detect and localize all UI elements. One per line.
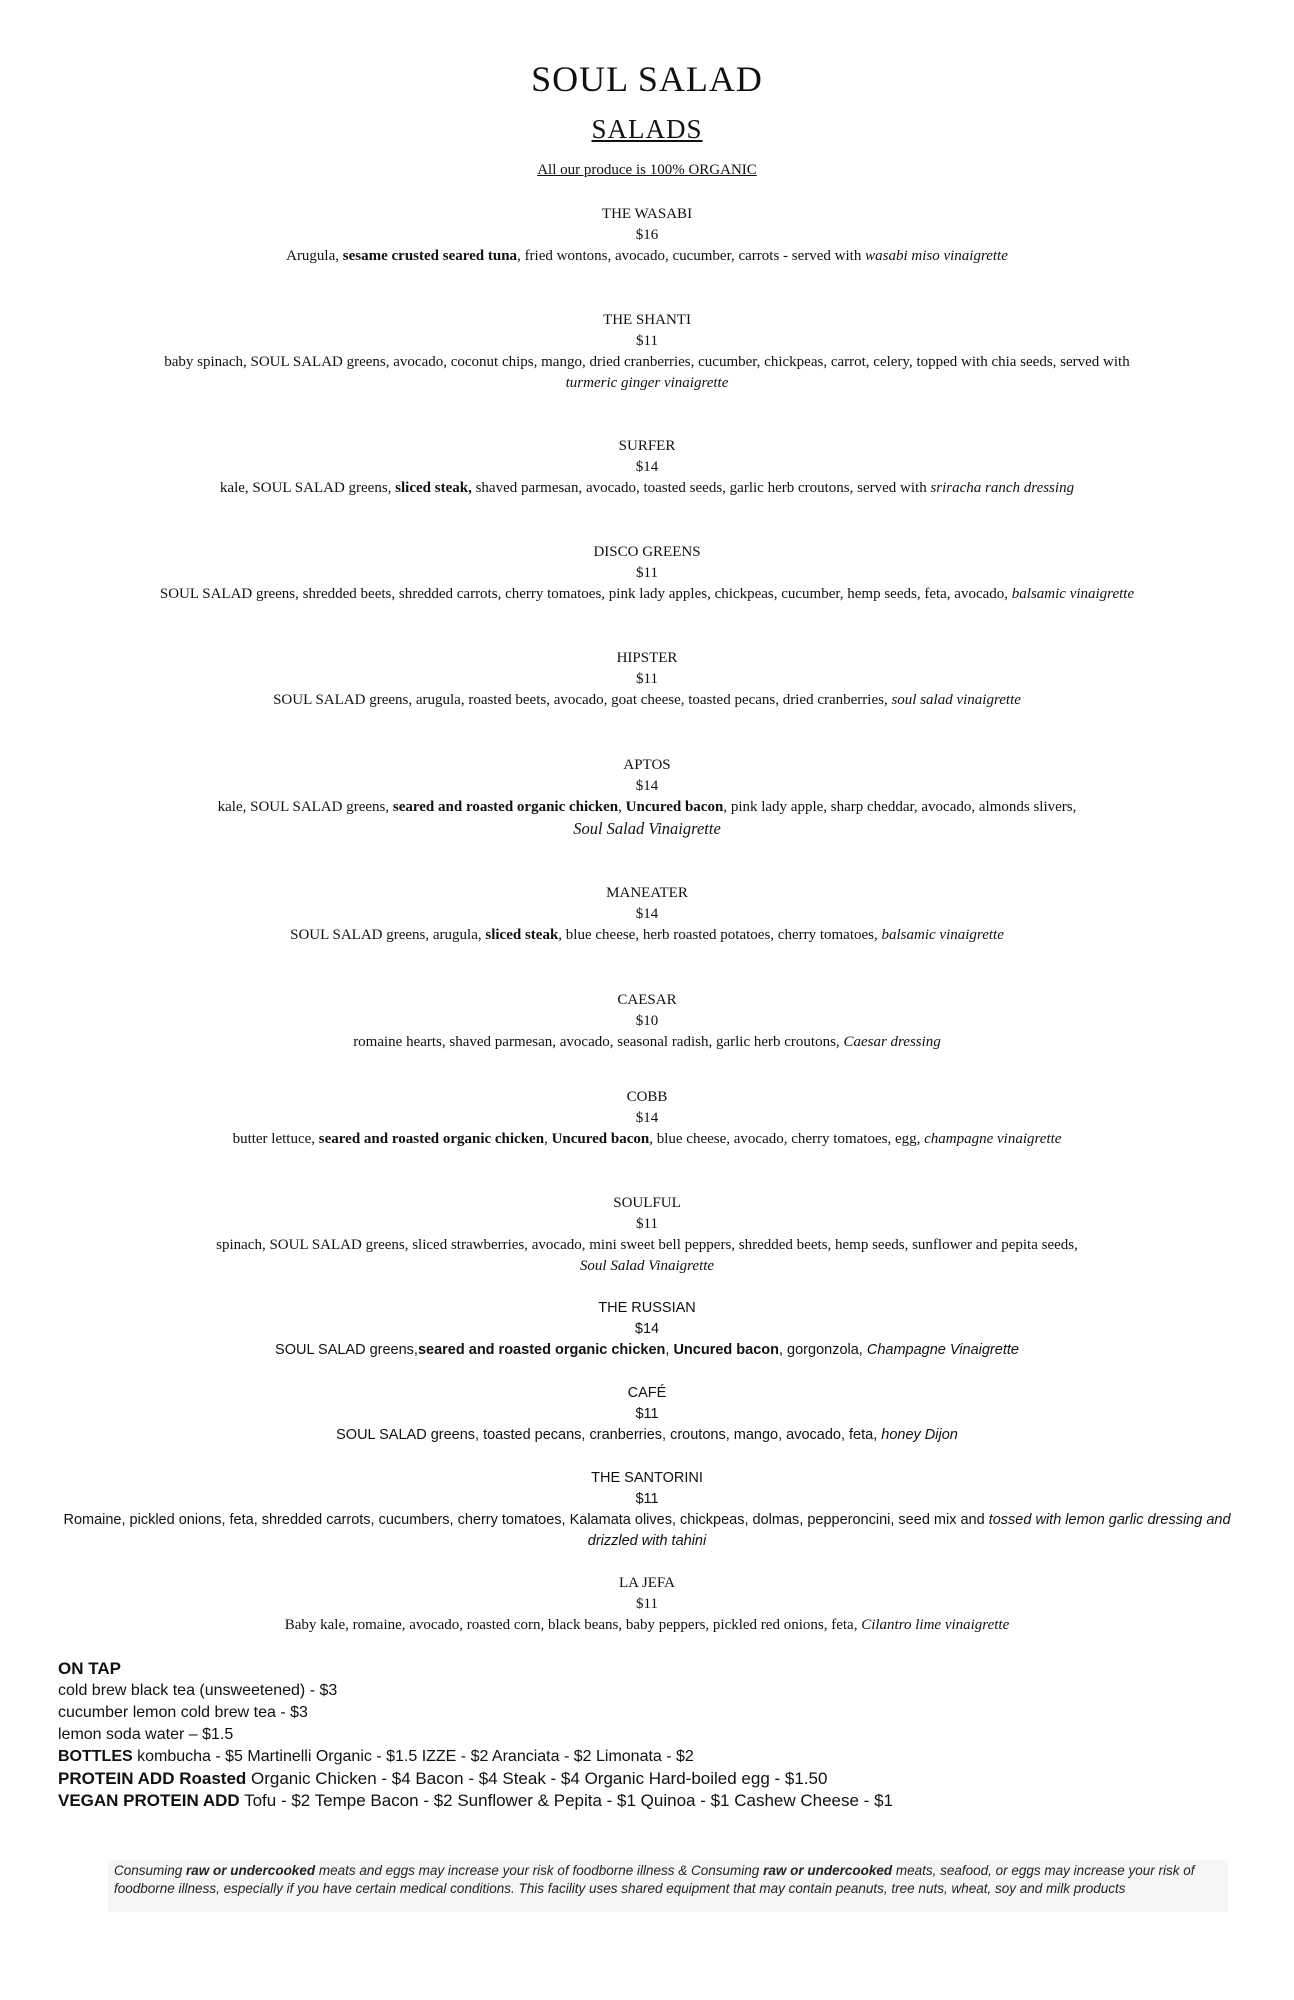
salad-item-soulful	[50, 1193, 1244, 1277]
salad-desc: SOUL SALAD greens, arugula, sliced steak, blue cheese, herb roasted potatoes, cherry tomatoes, balsamic vinaigrette	[290, 927, 1004, 943]
salad-price: $11	[635, 1491, 659, 1507]
salad-item-cobb	[50, 1087, 1244, 1150]
salad-item-caesar	[50, 990, 1244, 1053]
salad-name: SOULFUL	[613, 1195, 681, 1211]
salad-price: $16	[635, 227, 659, 243]
salad-item-the-russian	[50, 1298, 1244, 1361]
bottles-line: BOTTLES kombucha - $5 Martinelli Organic - $1.5 IZZE - $2 Aranciata - $2 Limonata - $2	[58, 1748, 694, 1765]
salad-price: $11	[636, 1216, 658, 1232]
food-safety-disclaimer: Consuming raw or undercooked meats and eggs may increase your risk of foodborne illness & Consuming raw or undercooked meats, seafood, or eggs may increase your risk of foodborne illness, especially if you have certain medical conditions. This facility uses shared equipment that may contain peanuts, tree nuts, wheat, soy and milk products	[108, 1860, 1228, 1912]
salad-name: SURFER	[618, 438, 676, 454]
vegan-protein-add-line: VEGAN PROTEIN ADD Tofu - $2 Tempe Bacon - $2 Sunflower & Pepita - $1 Quinoa - $1 Cashew Cheese - $1	[58, 1791, 893, 1810]
on-tap-item: cucumber lemon cold brew tea - $3	[58, 1704, 308, 1721]
salad-price: $14	[635, 1110, 659, 1126]
on-tap-heading: ON TAP	[58, 1659, 121, 1678]
salad-desc: Arugula, sesame crusted seared tuna, fried wontons, avocado, cucumber, carrots - served with wasabi miso vinaigrette	[286, 248, 1008, 264]
salad-item-la-jefa	[50, 1573, 1244, 1636]
salad-desc: baby spinach, SOUL SALAD greens, avocado, coconut chips, mango, dried cranberries, cucumber, chickpeas, carrot, celery, topped with chia seeds, served with turmeric ginger vinaigrette	[164, 354, 1130, 391]
salad-desc: Romaine, pickled onions, feta, shredded carrots, cucumbers, cherry tomatoes, Kalamata olives, chickpeas, dolmas, pepperoncini, seed mix and tossed with lemon garlic dressing and drizzled with tahini	[63, 1512, 1231, 1549]
salad-desc: Baby kale, romaine, avocado, roasted corn, black beans, baby peppers, pickled red onions, feta, Cilantro lime vinaigrette	[284, 1617, 1010, 1633]
salad-item-the-wasabi	[50, 204, 1244, 267]
salad-price: $11	[636, 333, 658, 349]
salad-price: $11	[635, 1406, 659, 1422]
salad-desc: kale, SOUL SALAD greens, sliced steak, shaved parmesan, avocado, toasted seeds, garlic herb croutons, served with sriracha ranch dressing	[219, 480, 1075, 496]
salad-name: THE SHANTI	[603, 312, 691, 328]
salad-price: $11	[636, 671, 658, 687]
salad-price: $14	[635, 906, 659, 922]
salad-name: MANEATER	[606, 885, 688, 901]
salad-price: $10	[635, 1013, 659, 1029]
salad-price: $11	[636, 565, 658, 581]
salad-desc: SOUL SALAD greens,seared and roasted organic chicken, Uncured bacon, gorgonzola, Champagne Vinaigrette	[275, 1342, 1019, 1358]
salad-desc: SOUL SALAD greens, shredded beets, shredded carrots, cherry tomatoes, pink lady apples, chickpeas, cucumber, hemp seeds, feta, avocado, balsamic vinaigrette	[159, 586, 1135, 602]
restaurant-title: SOUL SALAD	[531, 59, 763, 99]
salad-price: $14	[635, 778, 659, 794]
salad-name: CAFÉ	[627, 1385, 667, 1401]
organic-note: All our produce is 100% ORGANIC	[537, 162, 757, 178]
salad-item-disco-greens	[50, 542, 1244, 605]
protein-add-line: PROTEIN ADD Roasted Organic Chicken - $4 Bacon - $4 Steak - $4 Organic Hard-boiled egg - $1.50	[58, 1769, 828, 1788]
salad-name: DISCO GREENS	[593, 544, 701, 560]
salad-name: THE WASABI	[601, 206, 693, 222]
salad-item-maneater	[50, 883, 1244, 946]
drinks-and-addons	[58, 1658, 893, 1812]
salad-item-the-santorini	[50, 1468, 1244, 1552]
salad-name: THE SANTORINI	[591, 1470, 703, 1486]
section-heading: SALADS	[591, 114, 703, 144]
salad-item-aptos	[50, 755, 1244, 839]
salad-desc: SOUL SALAD greens, toasted pecans, cranberries, croutons, mango, avocado, feta, honey Dijon	[336, 1427, 958, 1443]
salad-name: THE RUSSIAN	[598, 1300, 696, 1316]
salad-desc: romaine hearts, shaved parmesan, avocado, seasonal radish, garlic herb croutons, Caesar dressing	[353, 1034, 941, 1050]
salad-desc: SOUL SALAD greens, arugula, roasted beets, avocado, goat cheese, toasted pecans, dried cranberries, soul salad vinaigrette	[273, 692, 1021, 708]
on-tap-item: lemon soda water – $1.5	[58, 1726, 234, 1743]
salad-price: $14	[634, 1321, 660, 1337]
salad-name: LA JEFA	[619, 1575, 675, 1591]
on-tap-item: cold brew black tea (unsweetened) - $3	[58, 1682, 338, 1699]
salad-name: CAESAR	[617, 992, 677, 1008]
salad-name: APTOS	[623, 757, 671, 773]
salad-name: COBB	[626, 1089, 668, 1105]
salad-item-surfer	[50, 436, 1244, 499]
salad-desc: spinach, SOUL SALAD greens, sliced strawberries, avocado, mini sweet bell peppers, shredded beets, hemp seeds, sunflower and pepita seeds, Soul Salad Vinaigrette	[216, 1237, 1078, 1274]
salad-price: $14	[635, 459, 659, 475]
salad-price: $11	[636, 1596, 658, 1612]
salad-item-hipster	[50, 648, 1244, 711]
salad-desc: butter lettuce, seared and roasted organic chicken, Uncured bacon, blue cheese, avocado, cherry tomatoes, egg, champagne vinaigrette	[232, 1131, 1062, 1147]
salad-item-the-shanti	[50, 310, 1244, 394]
salad-name: HIPSTER	[616, 650, 678, 666]
salad-item-cafe	[50, 1383, 1244, 1446]
salad-desc: kale, SOUL SALAD greens, seared and roasted organic chicken, Uncured bacon, pink lady apple, sharp cheddar, avocado, almonds slivers, Soul Salad Vinaigrette	[217, 799, 1077, 838]
